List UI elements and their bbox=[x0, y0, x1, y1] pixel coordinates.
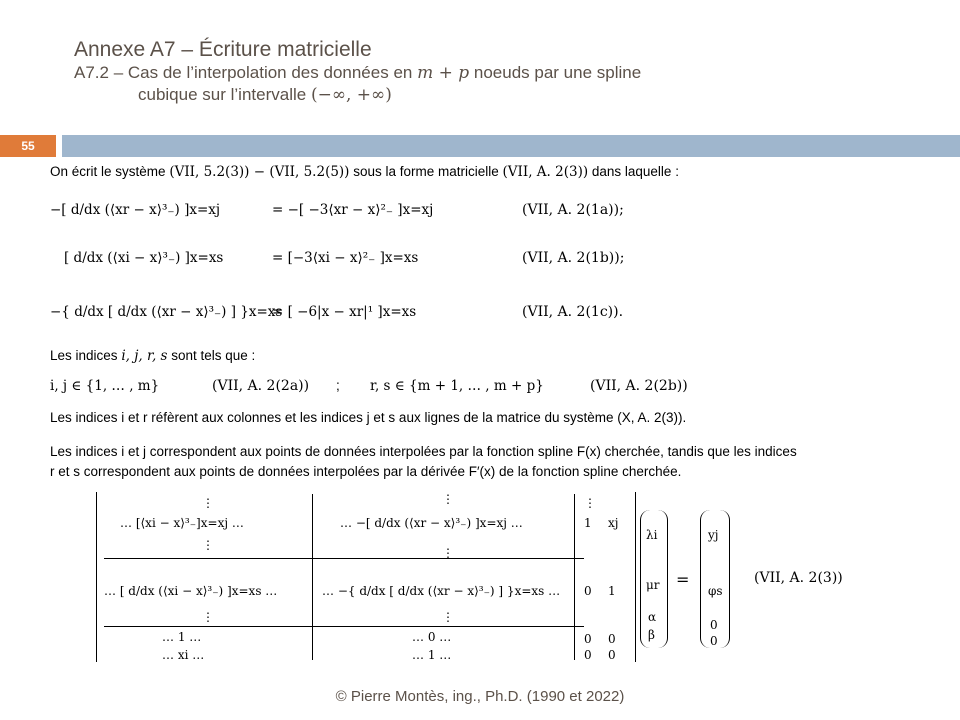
set-2-label: (VII, A. 2(2b)) bbox=[590, 378, 688, 394]
intro-eq-2: (VII, A. 2(3)) bbox=[502, 164, 589, 180]
block-31b: … xi … bbox=[162, 648, 205, 662]
vdots-11b: ⋮ bbox=[202, 538, 214, 552]
indices-vars: i, j, r, s bbox=[121, 348, 168, 364]
rcol2-zero-b: 0 bbox=[608, 632, 616, 646]
x-lambda: λi bbox=[646, 528, 658, 542]
slide-number: 55 bbox=[0, 135, 56, 157]
slide-subtitle bbox=[74, 62, 641, 106]
set-1: i, j ∈ {1, … , m} bbox=[50, 378, 160, 394]
intro-text-b: sous la forme matricielle bbox=[353, 164, 499, 179]
subtitle-text-2: cubique sur l’intervalle bbox=[138, 85, 307, 104]
indices-text-a: Les indices bbox=[50, 348, 118, 363]
matrix-divider-h1 bbox=[104, 558, 584, 559]
subtitle-line-2 bbox=[74, 84, 641, 106]
rcol1-zero-b: 0 bbox=[584, 632, 592, 646]
block-11: … [⟨xi − x⟩³₋]x=xj … bbox=[120, 516, 244, 530]
equation-1c-rhs bbox=[272, 304, 416, 320]
equation-1c bbox=[50, 304, 282, 320]
x-alpha: α bbox=[648, 610, 657, 624]
vdots-11: ⋮ bbox=[202, 496, 214, 510]
rcol1-zero-c: 0 bbox=[584, 648, 592, 662]
subtitle-text-1b: noeuds par une spline bbox=[473, 63, 642, 82]
equals-sign: = bbox=[676, 570, 690, 589]
matrix-label: (VII, A. 2(3)) bbox=[754, 570, 843, 586]
rcol2-one: 1 bbox=[608, 584, 616, 598]
equation-1a-label: (VII, A. 2(1a)); bbox=[522, 202, 624, 218]
equation-1b bbox=[64, 250, 223, 266]
eq-c-rhs: = [ −6|x − xr|¹ ]x=xs bbox=[272, 304, 417, 320]
eq-a-lhs: −[ d/dx (⟨xr − x⟩³₋) ]x=xj bbox=[50, 202, 221, 218]
rcol2-zero-c: 0 bbox=[608, 648, 616, 662]
matrix-divider-v2 bbox=[574, 494, 575, 660]
vdots-12: ⋮ bbox=[442, 492, 454, 506]
rcol2-xj: xj bbox=[608, 516, 619, 530]
block-22: … −{ d/dx [ d/dx (⟨xr − x⟩³₋) ] }x=xs … bbox=[322, 584, 561, 598]
equation-1b-label: (VII, A. 2(1b)); bbox=[522, 250, 625, 266]
header-bar bbox=[62, 135, 960, 157]
correspondence-text-1: Les indices i et j correspondent aux points de données interpolées par la fonction spline F(x) cherchée, tandis que les indices bbox=[50, 444, 797, 459]
y-j: yj bbox=[708, 528, 719, 542]
subtitle-math-interval: (−∞, +∞) bbox=[310, 85, 392, 105]
block-31a: … 1 … bbox=[162, 630, 202, 644]
set-1-label: (VII, A. 2(2a)) bbox=[212, 378, 310, 394]
x-mu: μr bbox=[646, 578, 660, 592]
slide-title: Annexe A7 – Écriture matricielle bbox=[74, 38, 372, 61]
y-zero-b: 0 bbox=[710, 634, 718, 648]
y-zero-a: 0 bbox=[710, 618, 718, 632]
matrix-divider-h2 bbox=[104, 626, 584, 627]
equation-1a-rhs bbox=[272, 202, 433, 218]
eq-b-rhs: = [−3⟨xi − x⟩²₋ ]x=xs bbox=[272, 250, 419, 266]
eq-c-lhs: −{ d/dx [ d/dx (⟨xr − x⟩³₋) ] }x=xs bbox=[50, 304, 283, 320]
eq-b-lhs: [ d/dx (⟨xi − x⟩³₋) ]x=xs bbox=[64, 250, 224, 266]
set-separator: ; bbox=[336, 378, 340, 393]
block-32a: … 0 … bbox=[412, 630, 452, 644]
equation-1a bbox=[50, 202, 220, 218]
vdots-12b: ⋮ bbox=[442, 546, 454, 560]
x-beta: β bbox=[648, 628, 655, 642]
eq-a-rhs: = −[ −3⟨xr − x⟩²₋ ]x=xj bbox=[272, 202, 434, 218]
intro-text-c: dans laquelle : bbox=[591, 164, 679, 179]
block-32b: … 1 … bbox=[412, 648, 452, 662]
intro-line bbox=[50, 164, 679, 180]
copyright-footer: © Pierre Montès, ing., Ph.D. (1990 et 2022) bbox=[335, 688, 625, 705]
indices-line bbox=[50, 348, 255, 364]
rcol1-vdots-a: ⋮ bbox=[584, 496, 596, 510]
rcol1-one: 1 bbox=[584, 516, 592, 530]
vdots-21: ⋮ bbox=[202, 610, 214, 624]
subtitle-text-1: A7.2 – Cas de l’interpolation des données en bbox=[74, 63, 413, 82]
rcol1-zero: 0 bbox=[584, 584, 592, 598]
set-2: r, s ∈ {m + 1, … , m + p} bbox=[370, 378, 544, 394]
vdots-22: ⋮ bbox=[442, 610, 454, 624]
matrix-divider-v1 bbox=[312, 494, 313, 660]
equation-1c-label: (VII, A. 2(1c)). bbox=[522, 304, 624, 320]
correspondence-text-2: r et s correspondent aux points de données interpolées par la dérivée F′(x) de la fonction spline cherchée. bbox=[50, 464, 682, 479]
slide-header bbox=[74, 38, 641, 106]
subtitle-math-m: m + p bbox=[417, 63, 470, 83]
equation-1b-rhs bbox=[272, 250, 418, 266]
reference-text: Les indices i et r réfèrent aux colonnes et les indices j et s aux lignes de la matrice du système (X, A. 2(3)). bbox=[50, 410, 687, 425]
intro-eq-1: (VII, 5.2(3)) − (VII, 5.2(5)) bbox=[169, 164, 350, 180]
block-21: … [ d/dx (⟨xi − x⟩³₋) ]x=xs … bbox=[104, 584, 278, 598]
indices-text-b: sont tels que : bbox=[171, 348, 256, 363]
block-12: … −[ d/dx (⟨xr − x⟩³₋) ]x=xj … bbox=[340, 516, 523, 530]
phi-s: φs bbox=[708, 584, 723, 598]
system-matrix bbox=[96, 492, 856, 664]
intro-text-a: On écrit le système bbox=[50, 164, 166, 179]
